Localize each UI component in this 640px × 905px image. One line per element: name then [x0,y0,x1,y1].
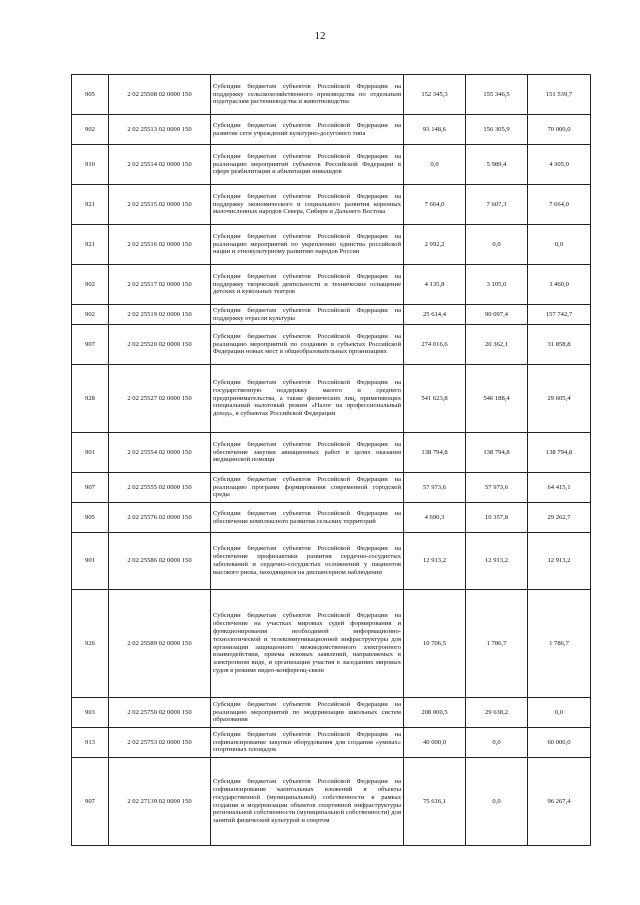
amount-year3-cell: 1 786,7 [528,590,591,698]
amount-year3-cell: 31 858,8 [528,325,591,365]
admin-code-cell: 910 [72,145,109,185]
admin-code-cell: 921 [72,185,109,225]
amount-year3-cell: 0,0 [528,698,591,728]
revenue-name-cell: Субсидии бюджетам субъектов Российской Федерации на реализацию мероприятий по созданию в субъектах Российской Федерации новых мест в общеобразовательных организациях [211,325,404,365]
amount-year1-cell: 57 973,6 [404,473,466,503]
table-row [72,115,591,145]
amount-year3-cell: 0,0 [528,225,591,265]
table-row [72,265,591,305]
budget-classification-code-cell: 2 02 25750 02 0000 150 [109,698,211,728]
admin-code-cell: 907 [72,325,109,365]
table-row [72,533,591,590]
page-number: 12 [314,30,326,42]
amount-year1-cell: 4 135,8 [404,265,466,305]
revenue-name-cell: Субсидии бюджетам субъектов Российской Федерации на обеспечение закупки авиационных работ в целях оказания медицинской помощи [211,433,404,473]
revenue-name-cell: Субсидии бюджетам субъектов Российской Федерации на реализацию мероприятий по укреплению единства российской нации и этнокультурному развитию народов России [211,225,404,265]
amount-year2-cell: 5 989,4 [466,145,528,185]
revenue-name-cell: Субсидии бюджетам субъектов Российской Федерации на поддержку отрасли культуры [211,305,404,325]
table-row [72,365,591,433]
admin-code-cell: 902 [72,305,109,325]
budget-classification-code-cell: 2 02 25508 02 0000 150 [109,75,211,115]
amount-year3-cell: 3 460,0 [528,265,591,305]
table-row [72,325,591,365]
amount-year3-cell: 29 605,4 [528,365,591,433]
amount-year2-cell: 3 105,0 [466,265,528,305]
amount-year3-cell: 12 913,2 [528,533,591,590]
amount-year2-cell: 0,0 [466,728,528,758]
revenue-name-cell: Субсидии бюджетам субъектов Российской Федерации на софинансирование закупки оборудования для создания «умных» спортивных площадок [211,728,404,758]
amount-year3-cell: 7 664,0 [528,185,591,225]
revenue-name-cell: Субсидии бюджетам субъектов Российской Федерации на поддержку творческой деятельности и техническое оснащение детских и кукольных театров [211,265,404,305]
admin-code-cell: 902 [72,115,109,145]
revenue-name-cell: Субсидии бюджетам субъектов Российской Федерации на реализацию мероприятий субъектов Российской Федерации в сфере реабилитации и абилитации инвалидов [211,145,404,185]
revenue-name-cell: Субсидии бюджетам субъектов Российской Федерации на государственную поддержку малого и среднего предпринимательства, а также физических лиц, применяющих специальный налоговый режим «Налог на профессиональный доход», в субъектах Российской Федерации [211,365,404,433]
table-row [72,185,591,225]
budget-classification-code-cell: 2 02 25513 02 0000 150 [109,115,211,145]
amount-year2-cell: 138 794,8 [466,433,528,473]
admin-code-cell: 901 [72,433,109,473]
revenue-name-cell: Субсидии бюджетам субъектов Российской Федерации на софинансирование капитальных вложений в объекты государственной (муниципальной) собственности в рамках создания и модернизации объектов спортивной инфраструктуры региональной собственности (муниципальной собственности) для занятий физической культурой и спортом [211,758,404,846]
admin-code-cell: 905 [72,75,109,115]
amount-year1-cell: 208 000,5 [404,698,466,728]
amount-year1-cell: 12 913,2 [404,533,466,590]
table-row [72,145,591,185]
amount-year1-cell: 25 614,4 [404,305,466,325]
budget-classification-code-cell: 2 02 25554 02 0000 150 [109,433,211,473]
budget-classification-code-cell: 2 02 25517 02 0000 150 [109,265,211,305]
amount-year1-cell: 152 345,3 [404,75,466,115]
admin-code-cell: 903 [72,698,109,728]
budget-classification-code-cell: 2 02 25527 02 0000 150 [109,365,211,433]
amount-year2-cell: 546 188,4 [466,365,528,433]
table-row [72,75,591,115]
budget-classification-code-cell: 2 02 25519 02 0000 150 [109,305,211,325]
budget-classification-code-cell: 2 02 25586 02 0000 150 [109,533,211,590]
amount-year2-cell: 156 305,9 [466,115,528,145]
admin-code-cell: 901 [72,533,109,590]
table-row [72,225,591,265]
amount-year2-cell: 0,0 [466,758,528,846]
admin-code-cell: 926 [72,590,109,698]
amount-year3-cell: 64 415,1 [528,473,591,503]
amount-year3-cell: 151 539,7 [528,75,591,115]
revenue-name-cell: Субсидии бюджетам субъектов Российской Федерации на развитие сети учреждений культурно-досугового типа [211,115,404,145]
amount-year1-cell: 541 623,8 [404,365,466,433]
budget-classification-code-cell: 2 02 25753 02 0000 150 [109,728,211,758]
amount-year1-cell: 4 690,3 [404,503,466,533]
table-row [72,728,591,758]
table-row [72,698,591,728]
table-row [72,473,591,503]
budget-classification-code-cell: 2 02 25555 02 0000 150 [109,473,211,503]
admin-code-cell: 905 [72,503,109,533]
table-row [72,758,591,846]
amount-year3-cell: 4 305,0 [528,145,591,185]
table-row [72,503,591,533]
budget-classification-code-cell: 2 02 25514 02 0000 150 [109,145,211,185]
revenue-name-cell: Субсидии бюджетам субъектов Российской Федерации на поддержку сельскохозяйственного производства по отдельным подотраслям растениеводства и животноводства [211,75,404,115]
budget-classification-code-cell: 2 02 25589 02 0000 150 [109,590,211,698]
budget-classification-code-cell: 2 02 25520 02 0000 150 [109,325,211,365]
amount-year2-cell: 1 786,7 [466,590,528,698]
amount-year1-cell: 10 706,5 [404,590,466,698]
amount-year2-cell: 10 357,8 [466,503,528,533]
admin-code-cell: 907 [72,758,109,846]
amount-year2-cell: 0,0 [466,225,528,265]
table-row [72,433,591,473]
amount-year2-cell: 155 346,5 [466,75,528,115]
amount-year2-cell: 20 362,1 [466,325,528,365]
amount-year3-cell: 70 000,0 [528,115,591,145]
amount-year1-cell: 75 616,1 [404,758,466,846]
table-row [72,590,591,698]
amount-year1-cell: 93 148,6 [404,115,466,145]
admin-code-cell: 907 [72,473,109,503]
amount-year3-cell: 96 267,4 [528,758,591,846]
amount-year1-cell: 138 794,8 [404,433,466,473]
budget-classification-code-cell: 2 02 25515 02 0000 150 [109,185,211,225]
revenue-name-cell: Субсидии бюджетам субъектов Российской Федерации на обеспечение профилактики развития сердечно-сосудистых заболеваний и сердечно-сосудистых осложнений у пациентов высокого риска, находящихся на диспансерном наблюдении [211,533,404,590]
amount-year1-cell: 40 000,0 [404,728,466,758]
amount-year1-cell: 7 664,0 [404,185,466,225]
admin-code-cell: 902 [72,265,109,305]
amount-year2-cell: 12 913,2 [466,533,528,590]
admin-code-cell: 921 [72,225,109,265]
amount-year1-cell: 2 992,2 [404,225,466,265]
revenue-name-cell: Субсидии бюджетам субъектов Российской Федерации на реализацию мероприятий по модернизации школьных систем образования [211,698,404,728]
budget-revenue-table [71,74,591,846]
budget-classification-code-cell: 2 02 25576 02 0000 150 [109,503,211,533]
amount-year2-cell: 29 638,2 [466,698,528,728]
admin-code-cell: 928 [72,365,109,433]
budget-classification-code-cell: 2 02 25516 02 0000 150 [109,225,211,265]
revenue-name-cell: Субсидии бюджетам субъектов Российской Федерации на реализацию программ формирования современной городской среды [211,473,404,503]
revenue-name-cell: Субсидии бюджетам субъектов Российской Федерации на обеспечение на участках мировых судей формирования и функционирования необходимой информационно-технологической и телекоммуникационной инфраструктуры для организации защищенного межведомственного электронного взаимодействия, приема исковых заявлений, направляемых в электронном виде, и организации участия в заседаниях мировых судов в режиме видео-конференц-связи [211,590,404,698]
budget-classification-code-cell: 2 02 27139 02 0000 150 [109,758,211,846]
amount-year3-cell: 60 000,0 [528,728,591,758]
table-row [72,305,591,325]
amount-year3-cell: 138 794,8 [528,433,591,473]
amount-year1-cell: 274 016,6 [404,325,466,365]
amount-year3-cell: 29 262,7 [528,503,591,533]
revenue-name-cell: Субсидии бюджетам субъектов Российской Федерации на обеспечение комплексного развития сельских территорий [211,503,404,533]
table-body [72,75,591,846]
amount-year3-cell: 157 742,7 [528,305,591,325]
amount-year1-cell: 0,0 [404,145,466,185]
amount-year2-cell: 57 973,6 [466,473,528,503]
revenue-name-cell: Субсидии бюджетам субъектов Российской Федерации на поддержку экономического и социального развития коренных малочисленных народов Севера, Сибири и Дальнего Востока [211,185,404,225]
amount-year2-cell: 7 607,3 [466,185,528,225]
amount-year2-cell: 90 097,4 [466,305,528,325]
admin-code-cell: 913 [72,728,109,758]
